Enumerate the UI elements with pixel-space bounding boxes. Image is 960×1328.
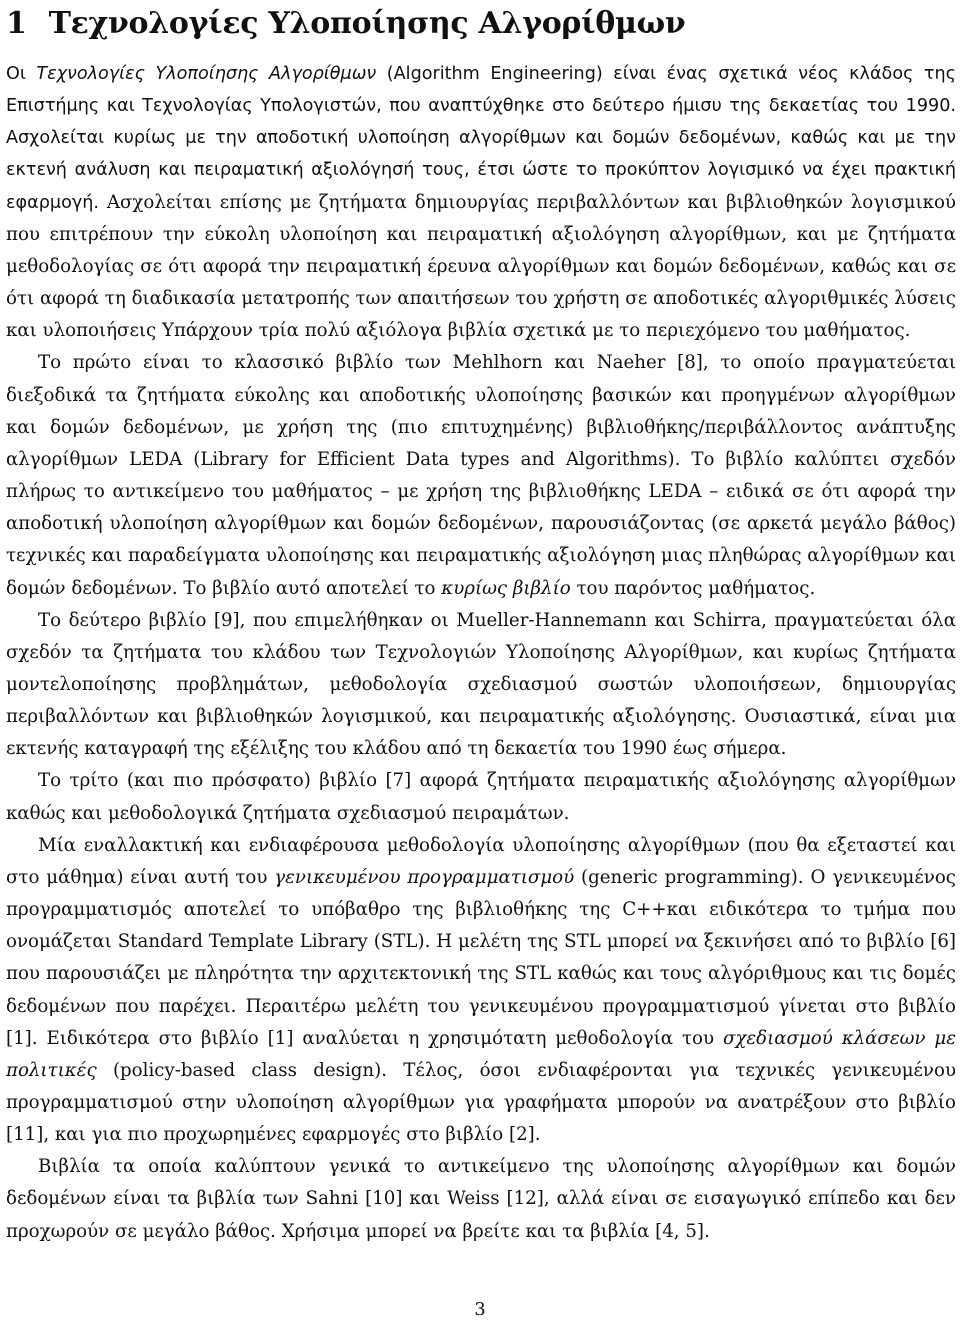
section-number: 1 — [6, 5, 27, 41]
intro-text-b: Ασχολείται επίσης με ζητήματα δημιουργίας περιβαλλόντων και βιβλιοθηκών λογισμικού που επιτρέπουν την εύκολη υλοποίηση και πειραματική αξιολόγηση αλγορίθμων, και με ζητήματα μεθοδολογίας σε ότι αφορά την πειραματική έρευνα αλγορίθμων και δομών δεδομένων, καθώς και σε ότι αφορά τη διαδικασία μετατροπής των απαιτήσεων του χρήστη σε αποδοτικές αλγοριθμικές λύσεις και υλοποιήσεις Υπάρχουν τρία πολύ αξιόλογα βιβλία σχετικά με το περιεχόμενο του μαθήματος. — [6, 191, 956, 342]
paragraph-generic-programming — [6, 830, 956, 1152]
paragraph-second-book: Το δεύτερο βιβλίο [9], που επιμελήθηκαν οι Mueller-Hannemann και Schirra, πραγματεύεται όλα σχεδόν τα ζητήματα του κλάδου των Τεχνολογιών Υλοποίησης Αλγορίθμων, και κυρίως ζητήματα μοντελοποίησης προβλημάτων, μεθοδολογία σχεδιασμού σωστών υλοποιήσεων, δημιουργίας περιβαλλόντων και βιβλιοθηκών λογισμικού, και πειραματικής αξιολόγησης. Ουσιαστικά, είναι μια εκτενής καταγραφή της εξέλιξης του κλάδου από τη δεκαετία του 1990 έως σήμερα. — [6, 609, 956, 760]
generic-emphasis-a: γενικευμένου προγραμματισμού — [274, 866, 575, 888]
generic-text-b: (generic programming). Ο γενικευμένος προγραμματισμός αποτελεί το υπόβαθρο της βιβλιοθήκης της C++και ειδικότερα το τμήμα που ονομάζεται Standard Template Library (STL). Η μελέτη της STL μπορεί να ξεκινήσει από το βιβλίο [6] που παρουσιάζει με πληρότητα την αρχιτεκτονική της STL καθώς και τους αλγόριθμους και τις δομές δεδομένων που παρέχει. Περαιτέρω μελέτη του γενικευμένου προγραμματισμού γίνεται στο βιβλίο [1]. Ειδικότερα στο βιβλίο [1] αναλύεται η χρησιμότατη μεθοδολογία του — [6, 866, 956, 1049]
intro-term-english: (Algorithm Engineering) — [376, 64, 603, 84]
generic-text-c: (policy-based class design). Τέλος, όσοι ενδιαφέρονται για τεχνικές γενικευμένου προγραμματισμού στην υλοποίηση αλγορίθμων για γραφήματα μπορούν να ανατρέξουν στο βιβλίο [11], και για πιο προχωρημένες εφαρμογές στο βιβλίο [2]. — [6, 1059, 956, 1146]
generic-emphasis-b: σχεδιασμού κλάσεων με πολιτικές — [6, 1027, 956, 1081]
page-number: 3 — [474, 1299, 486, 1320]
paragraph-intro — [6, 58, 956, 347]
intro-lead: Οι — [6, 64, 37, 84]
first-book-tail: του παρόντος μαθήματος. — [570, 577, 816, 599]
intro-text-a: είναι ένας σχετικά νέος κλάδος της Επιστήμης και Τεχνολογίας Υπολογιστών, που αναπτύχθηκε στο δεύτερο ήμισυ της δεκαετίας του 1990. Ασχολείται κυρίως με την αποδοτική υλοποίηση αλγορίθμων και δομών δεδομένων, καθώς και με την εκτενή ανάλυση και πειραματική αξιολόγησή τους, έτσι ώστε το προκύπτον λογισμικό να έχει πρακτική εφαρμογή. — [6, 64, 956, 213]
document-page — [6, 0, 956, 1242]
first-book-emphasis: κυρίως βιβλίο — [441, 577, 571, 599]
paragraph-general-books: Βιβλία τα οποία καλύπτουν γενικά το αντικείμενο της υλοποίησης αλγορίθμων και δομών δεδομένων είναι τα βιβλία των Sahni [10] και Weiss [12], αλλά είναι σε εισαγωγικό επίπεδο και δεν προχωρούν σε μεγάλο βάθος. Χρήσιμα μπορεί να βρείτε και τα βιβλία [4, 5]. — [6, 1156, 956, 1242]
section-title: Τεχνολογίες Υλοποίησης Αλγορίθμων — [48, 5, 686, 41]
section-heading — [6, 0, 956, 44]
first-book-text: Το πρώτο είναι το κλασσικό βιβλίο των Mehlhorn και Naeher [8], το οποίο πραγματεύεται διεξοδικά τα ζητήματα εύκολης και αποδοτικής υλοποίησης βασικών και προηγμένων αλγορίθμων και δομών δεδομένων, με χρήση της (πιο επιτυχημένης) βιβλιοθήκης/περιβάλλοντος ανάπτυξης αλγορίθμων LEDA (Library for Efficient Data types and Algorithms). Το βιβλίο καλύπτει σχεδόν πλήρως το αντικείμενο του μαθήματος – με χρήση της βιβλιοθήκης LEDA – ειδικά σε ότι αφορά την αποδοτική υλοποίηση αλγορίθμων και δομών δεδομένων, παρουσιάζοντας (σε αρκετά μεγάλο βάθος) τεχνικές και παραδείγματα υλοποίησης και πειραματικής αξιολόγηση μιας πληθώρας αλγορίθμων και δομών δεδομένων. Το βιβλίο αυτό αποτελεί το — [6, 352, 956, 599]
section-body — [6, 58, 956, 1248]
generic-text-a: Μία εναλλακτική και ενδιαφέρουσα μεθοδολογία υλοποίησης αλγορίθμων (που θα εξεταστεί και στο μάθημα) είναι αυτή του — [6, 834, 956, 888]
paragraph-third-book: Το τρίτο (και πιο πρόσφατο) βιβλίο [7] αφορά ζητήματα πειραματικής αξιολόγησης αλγορίθμων καθώς και μεθοδολογικά ζητήματα σχεδιασμού πειραμάτων. — [6, 770, 956, 824]
intro-term-greek: Τεχνολογίες Υλοποίησης Αλγορίθμων — [36, 64, 377, 84]
paragraph-first-book — [6, 347, 956, 604]
